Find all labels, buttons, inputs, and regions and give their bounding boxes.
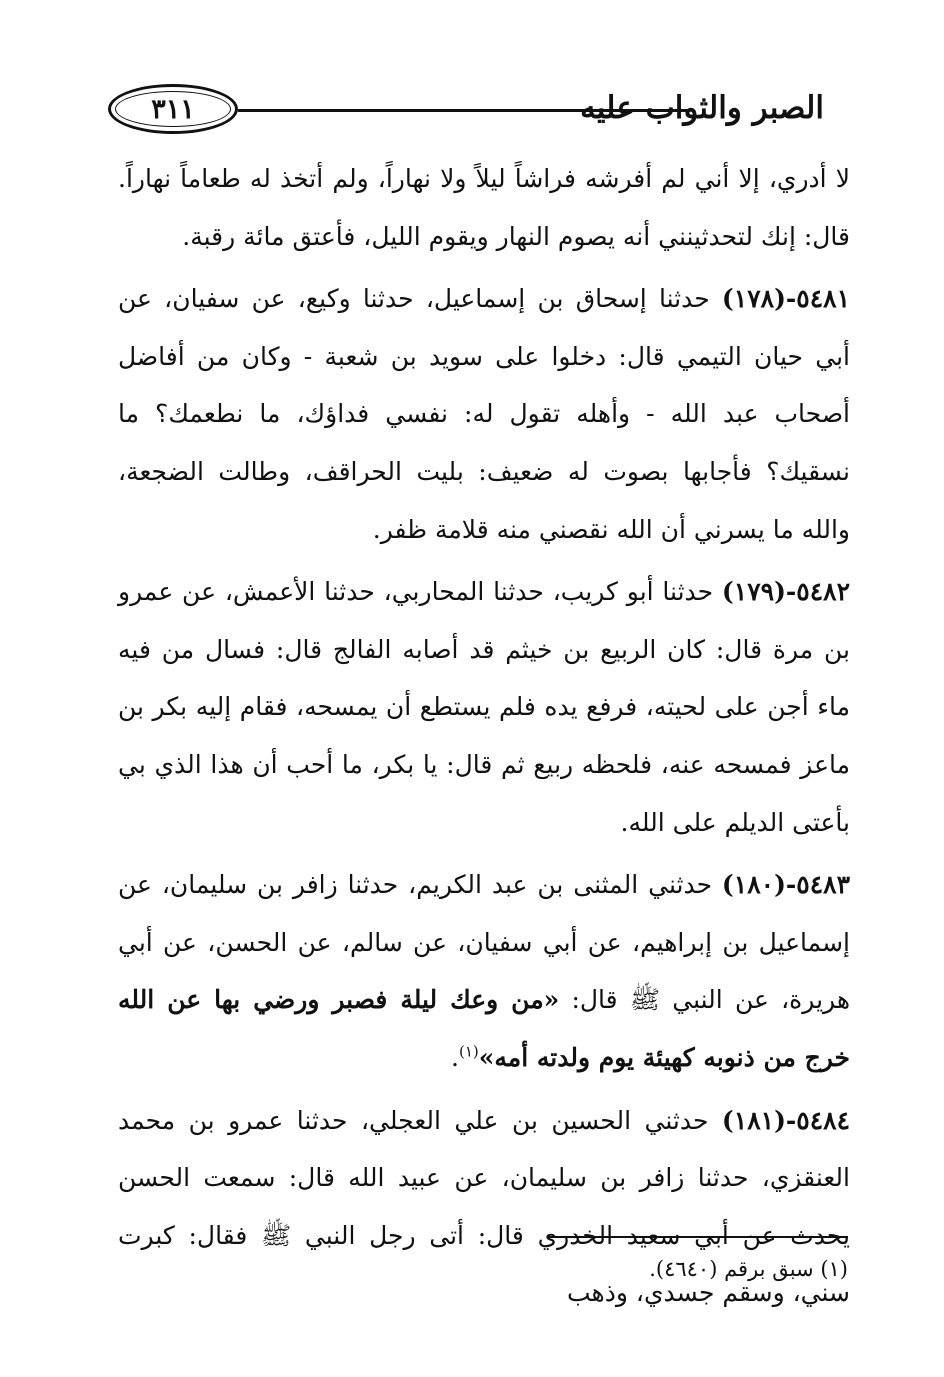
footnote-rule	[548, 1236, 848, 1238]
body-text	[118, 150, 850, 1322]
running-title: الصبر والثواب عليه	[580, 90, 824, 126]
footnote-reference: (١)	[459, 1042, 479, 1061]
page-number-frame	[108, 84, 238, 134]
entry-text: حدثني الحسين بن علي العجلي، حدثنا عمرو بن محمد العنقزي، حدثنا زافر بن سليمان، عن عبيد الله قال: سمعت الحسن يحدث عن أبي سعيد الخدري قال: أتى رجل النبي ﷺ فقال: كبرت سني، وسقم جسدي، وذهب	[118, 1105, 850, 1308]
entry-paragraph	[118, 270, 850, 558]
page-number: ٣١١	[151, 93, 195, 125]
entry-paragraph	[118, 563, 850, 851]
entry-paragraph	[118, 856, 850, 1086]
entry-paragraph	[118, 1092, 850, 1322]
header-rule	[238, 109, 688, 112]
hadith-quote: «من وعك ليلة فصبر ورضي بها عن الله خرج من ذنوبه كهيئة يوم ولدته أمه»	[118, 985, 850, 1072]
entry-text: حدثنا أبو كريب، حدثنا المحاربي، حدثنا الأعمش، عن عمرو بن مرة قال: كان الربيع بن خيثم قد أصابه الفالج قال: فسال من فيه ماء أجن على لحيته، فرفع يده فلم يستطع أن يمسحه، فقام إليه بكر بن ماعز فمسحه عنه، فلحظه ربيع ثم قال: يا بكر، ما أحب أن هذا الذي بي بأعتى الديلم على الله.	[118, 577, 850, 837]
entry-text: حدثنا إسحاق بن إسماعيل، حدثنا وكيع، عن سفيان، عن أبي حيان التيمي قال: دخلوا على سويد بن شعبة - وكان من أفاضل أصحاب عبد الله - وأهله تقول له: نفسي فداؤك، ما نطعمك؟ ما نسقيك؟ فأجابها بصوت له ضعيف: بليت الحراقف، وطالت الضجعة، والله ما يسرني أن الله نقصني منه قلامة ظفر.	[118, 284, 850, 544]
entry-number: ٥٤٨١-(١٧٨)	[721, 284, 850, 314]
entry-number: ٥٤٨٣-(١٨٠)	[721, 870, 850, 900]
entry-tail: .	[451, 1042, 459, 1072]
entry-number: ٥٤٨٢-(١٧٩)	[721, 577, 850, 607]
entry-number: ٥٤٨٤-(١٨١)	[721, 1105, 850, 1135]
footnote: (١) سبق برقم (٤٦٤٠).	[649, 1257, 848, 1281]
entry-text: حدثني المثنى بن عبد الكريم، حدثنا زافر بن سليمان، عن إسماعيل بن إبراهيم، عن أبي سفيان، عن سالم، عن الحسن، عن أبي هريرة، عن النبي ﷺ قال:	[118, 870, 851, 1015]
continuation-paragraph: لا أدري، إلا أني لم أفرشه فراشاً ليلاً ولا نهاراً، ولم أتخذ له طعاماً نهاراً. قال: إنك لتحدثينني أنه يصوم النهار ويقوم الليل، فأعتق مائة رقبة.	[118, 164, 850, 251]
